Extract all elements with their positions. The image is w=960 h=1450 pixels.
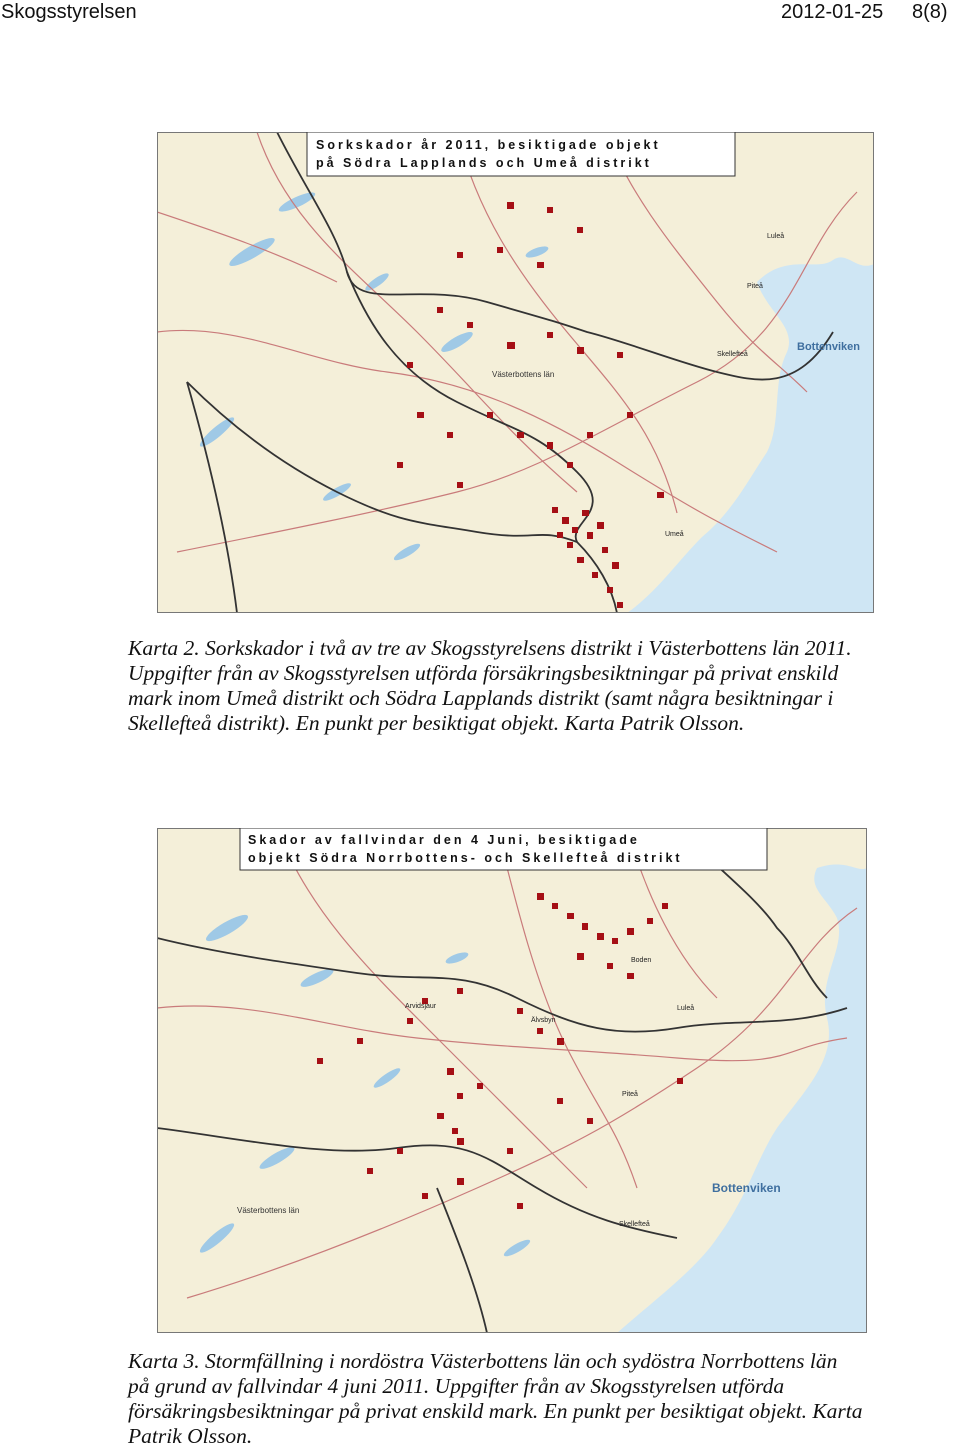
map-shape [647, 918, 653, 924]
map-shape [677, 1078, 683, 1084]
map-shape [457, 988, 463, 994]
map-title-box [240, 828, 767, 870]
map-shape [447, 1068, 454, 1075]
map-shape [422, 1193, 428, 1199]
map-shape [452, 1128, 458, 1134]
map-title-line-2: objekt Södra Norrbottens- och Skellefteå distrikt [248, 851, 683, 865]
map-shape [547, 442, 553, 449]
map-shape [407, 362, 413, 368]
map-shape [577, 347, 584, 354]
map-shape [357, 1038, 363, 1044]
map-label-city-b: Luleå [767, 233, 785, 240]
map-shape [587, 1118, 593, 1124]
map-shape [407, 1018, 413, 1024]
map-label-town-c: Skellefteå [619, 1221, 650, 1228]
map-shape [587, 532, 593, 539]
map-label-region: Västerbottens län [237, 1206, 300, 1215]
map-shape [457, 252, 463, 258]
map-shape [567, 913, 574, 919]
map-shape [602, 547, 608, 553]
map-shape [567, 542, 573, 548]
map-title-box [307, 132, 735, 176]
map-shape [397, 1148, 403, 1154]
map-shape [317, 1058, 323, 1064]
caption-line: Patrik Olsson. [128, 1424, 253, 1448]
map-shape [457, 1093, 463, 1099]
map-shape [577, 953, 584, 960]
figure-caption-1 [128, 636, 852, 736]
figure-caption-2 [128, 1349, 863, 1449]
caption-line: Uppgifter från av Skogsstyrelsen utförda försäkringsbesiktningar på privat enskild [128, 661, 839, 685]
map-title-line-1: Skador av fallvindar den 4 Juni, besiktigade [248, 833, 640, 847]
caption-line: Skellefteå distrikt). En punkt per besiktigat objekt. Karta Patrik Olsson. [128, 711, 745, 735]
map-shape [557, 1038, 564, 1045]
map-shape [597, 522, 604, 529]
map-shape [537, 1028, 543, 1034]
map-title-line-2: på Södra Lapplands och Umeå distrikt [316, 156, 652, 170]
map-shape [497, 247, 503, 253]
map-shape [612, 938, 618, 944]
map-label-town-d: Skellefteå [717, 351, 748, 358]
map-shape [617, 602, 623, 608]
header-date: 2012-01-25 [781, 1, 884, 23]
map-shape [367, 1168, 373, 1174]
map-shape [557, 1098, 563, 1104]
map-shape [417, 412, 424, 418]
map-shape [582, 923, 588, 930]
map-shape [657, 492, 664, 498]
map-shape [597, 933, 604, 940]
map-shape [572, 527, 578, 533]
map-shape [582, 510, 589, 516]
map-shape [457, 1178, 464, 1185]
map-shape [487, 412, 493, 418]
map-shape [507, 342, 515, 349]
map-shape [577, 557, 584, 563]
map-shape [587, 432, 593, 438]
map-label-town-c: Piteå [747, 283, 763, 290]
map-shape [537, 893, 544, 900]
map-shape [552, 903, 558, 909]
map-vole-damage [157, 132, 874, 613]
map-shape [552, 507, 558, 513]
map-shape [447, 432, 453, 438]
map-shape [562, 517, 569, 524]
map-shape [617, 352, 623, 358]
caption-line: på grund av fallvindar 4 juni 2011. Uppgifter från av Skogsstyrelsen utförda [128, 1374, 785, 1398]
map-shape [547, 332, 553, 338]
map-label-town-e: Älvsbyn [531, 1017, 556, 1024]
map-shape [517, 1203, 523, 1209]
header-page-number: 8(8) [912, 1, 948, 23]
map-title-line-1: Sorkskador år 2011, besiktigade objekt [316, 138, 661, 152]
map-label-city-a: Luleå [677, 1005, 695, 1012]
map-shape [477, 1083, 483, 1089]
map-label-town-f: Arvidsjaur [405, 1003, 437, 1010]
map-shape [612, 562, 619, 569]
map-label-town-d: Boden [631, 957, 652, 964]
map-shape [517, 1008, 523, 1014]
header-publisher: Skogsstyrelsen [1, 1, 137, 23]
map-shape [507, 1148, 513, 1154]
map-shape [662, 903, 668, 909]
caption-line: Karta 3. Stormfällning i nordöstra Västerbottens län och sydöstra Norrbottens län [128, 1349, 838, 1373]
map-shape [457, 1138, 464, 1145]
caption-line: mark inom Umeå distrikt och Södra Lapplands distrikt (samt några besiktningar i [128, 686, 834, 710]
caption-line: Karta 2. Sorkskador i två av tre av Skogsstyrelsens distrikt i Västerbottens län 2011. [128, 636, 852, 660]
map-shape [437, 1113, 444, 1119]
map-shape [627, 973, 634, 979]
map-shape [537, 262, 544, 268]
map-label-city-a: Umeå [665, 531, 684, 538]
map-shape [457, 482, 463, 488]
caption-line: försäkringsbesiktningar på privat enskild mark. En punkt per besiktigat objekt. Karta [128, 1399, 863, 1423]
map-shape [577, 227, 583, 233]
map-label-town-b: Piteå [622, 1091, 638, 1098]
map-shape [607, 587, 613, 593]
map-shape [437, 307, 443, 313]
map-shape [517, 432, 524, 438]
map-label-sea: Bottenviken [712, 1181, 781, 1195]
map-wind-damage [157, 828, 867, 1333]
map-shape [627, 412, 633, 418]
map-shape [592, 572, 598, 578]
map-shape [627, 928, 634, 935]
map-shape [507, 202, 514, 209]
map-shape [557, 532, 563, 538]
map-label-region: Västerbottens län [492, 370, 555, 379]
map-label-sea: Bottenviken [797, 341, 860, 353]
map-shape [567, 462, 573, 468]
map-shape [607, 963, 613, 969]
map-shape [467, 322, 473, 328]
map-shape [397, 462, 403, 468]
map-shape [547, 207, 553, 213]
